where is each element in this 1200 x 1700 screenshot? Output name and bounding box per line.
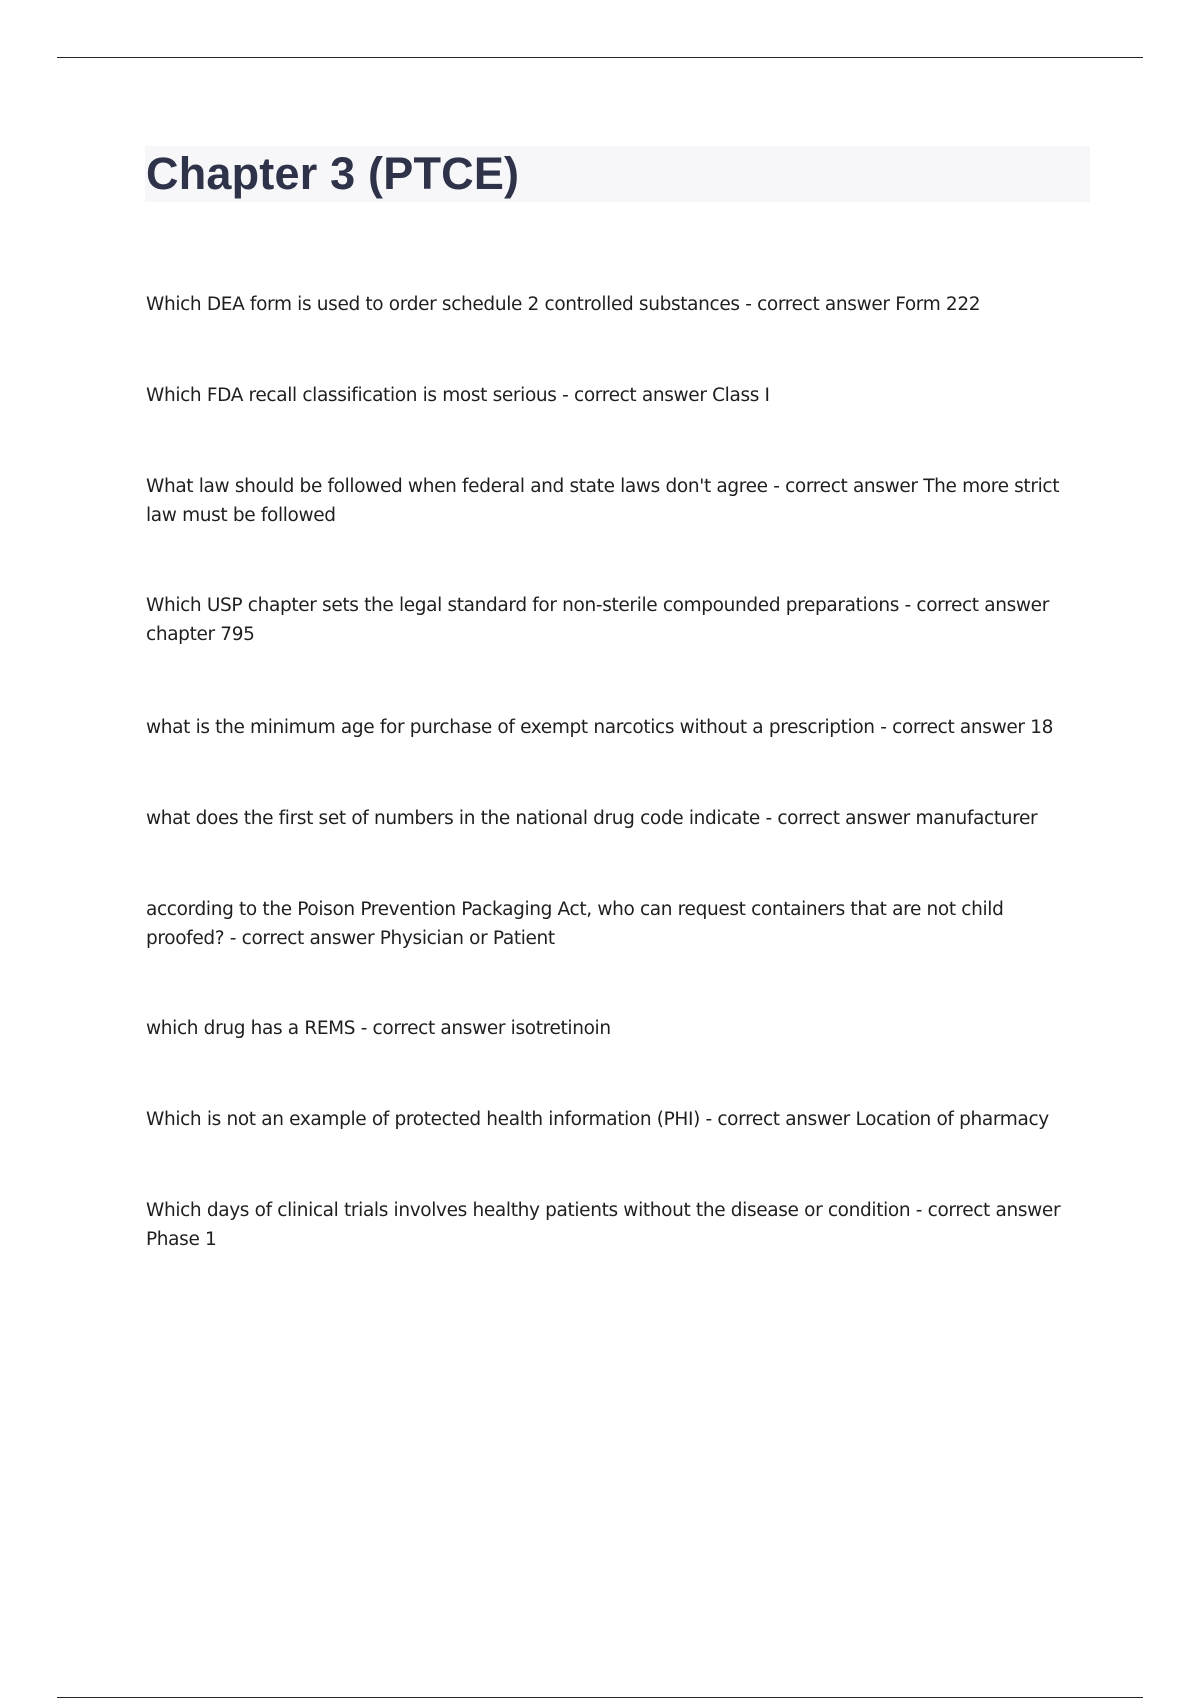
answer-prefix: - correct answer xyxy=(898,595,1049,616)
bottom-rule xyxy=(57,1697,1143,1698)
answer-prefix: - correct answer xyxy=(224,928,380,949)
question-text: What law should be followed when federal and state laws don't agree xyxy=(146,476,768,497)
answer-prefix: - correct answer xyxy=(759,808,916,829)
question-text: which drug has a REMS xyxy=(146,1018,356,1039)
answer-prefix: - correct answer xyxy=(874,717,1031,738)
question-text: Which DEA form is used to order schedule 2 controlled substances xyxy=(146,294,740,315)
top-rule xyxy=(57,57,1143,58)
question-text: what is the minimum age for purchase of exempt narcotics without a prescription xyxy=(146,717,875,738)
qa-item xyxy=(146,895,1086,953)
answer-text: Physician or Patient xyxy=(379,928,555,949)
question-text: what does the first set of numbers in the national drug code indicate xyxy=(146,808,760,829)
answer-text: isotretinoin xyxy=(510,1018,611,1039)
answer-text: Class I xyxy=(712,385,770,406)
qa-item xyxy=(146,290,1086,319)
qa-item xyxy=(146,1105,1086,1134)
answer-text: The more strict law must be followed xyxy=(146,476,1060,526)
answer-prefix: - correct answer xyxy=(355,1018,511,1039)
answer-text: Form 222 xyxy=(895,294,981,315)
answer-text: manufacturer xyxy=(915,808,1038,829)
qa-item xyxy=(146,591,1086,649)
question-text: Which USP chapter sets the legal standard for non-sterile compounded preparations xyxy=(146,595,899,616)
answer-text: chapter 795 xyxy=(146,624,255,645)
qa-item xyxy=(146,1014,1086,1043)
answer-text: Location of pharmacy xyxy=(855,1109,1049,1130)
question-text: Which days of clinical trials involves healthy patients without the disease or condition xyxy=(146,1200,911,1221)
qa-item xyxy=(146,804,1086,833)
page-title: Chapter 3 (PTCE) xyxy=(146,148,520,199)
answer-text: Phase 1 xyxy=(146,1229,217,1250)
answer-text: 18 xyxy=(1030,717,1054,738)
answer-prefix: - correct answer xyxy=(699,1109,856,1130)
question-text: according to the Poison Prevention Packaging Act, who can request containers that are not child proofed? xyxy=(146,899,1004,949)
answer-prefix: - correct answer xyxy=(767,476,924,497)
qa-item xyxy=(146,472,1086,530)
qa-item xyxy=(146,381,1086,410)
question-text: Which is not an example of protected health information (PHI) xyxy=(146,1109,700,1130)
question-text: Which FDA recall classification is most serious xyxy=(146,385,557,406)
answer-prefix: - correct answer xyxy=(556,385,713,406)
qa-item xyxy=(146,1196,1086,1254)
answer-prefix: - correct answer xyxy=(910,1200,1061,1221)
qa-item xyxy=(146,713,1086,742)
answer-prefix: - correct answer xyxy=(739,294,896,315)
